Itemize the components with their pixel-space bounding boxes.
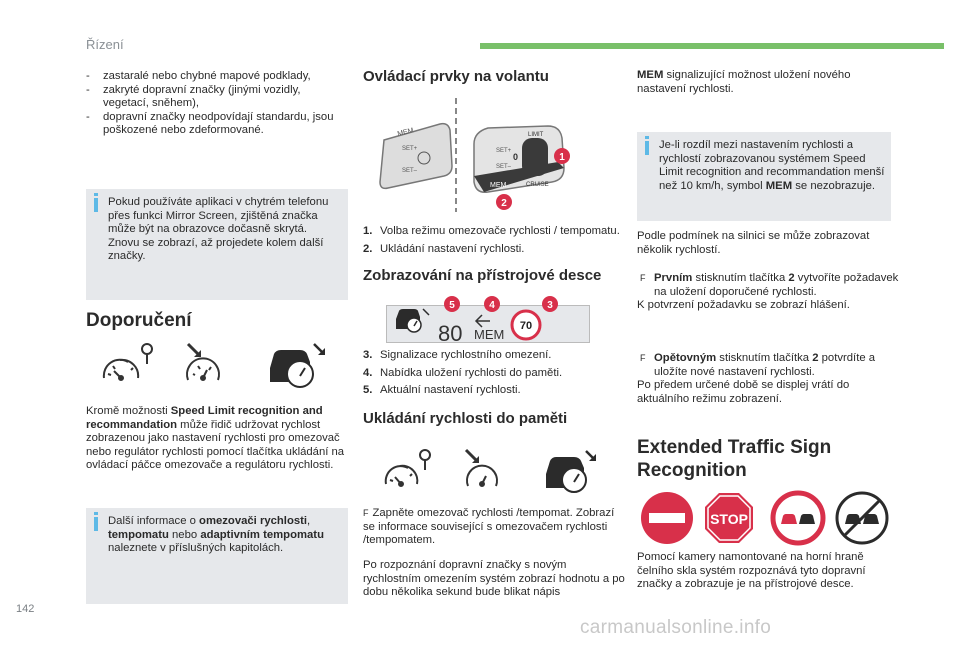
speedometer-arrow-icon (187, 344, 219, 380)
lever-cruise-label: CRUISE (526, 182, 549, 188)
car-speedometer-icon (396, 309, 429, 332)
section-accent-bar (480, 43, 944, 49)
lever-mem-label: MEM (396, 127, 415, 138)
list-item: - zastaralé nebo chybné mapové podklady, (86, 70, 348, 84)
conditions-paragraph: Podle podmínek na silnici se může zobrazovat několik rychlostí. (637, 230, 870, 256)
svg-text:70: 70 (519, 320, 533, 332)
controls-list (363, 225, 623, 260)
first-press-paragraph: F Prvním stisknutím tlačítka 2 vytvoříte požadavek na uložení doporučené rychlosti. K potvrzení požadavku se zobrazí hlášení. (637, 272, 899, 312)
lever-limit-label: LIMIT (528, 132, 544, 138)
list-item: 3. Signalizace rychlostního omezení. (363, 349, 552, 361)
arrow-bullet-icon: F (640, 273, 646, 283)
svg-text:2: 2 (501, 198, 507, 209)
instrument-display-content (386, 295, 590, 345)
stop-sign-icon (705, 493, 753, 543)
speedometer-bulb-icon (104, 344, 152, 380)
list-item: - dopravní značky neodpovídají standardu, jsou poškozené nebo zdeformované. (86, 111, 348, 138)
svg-text:3: 3 (547, 300, 553, 311)
list-item: - zakryté dopravní značky (jinými vozidly, vegetací, sněhem), (86, 84, 348, 111)
limitations-list (86, 70, 348, 138)
lever-zero-label: 0 (513, 152, 519, 162)
car-speedometer-icon (270, 344, 325, 387)
mem-indicator: MEM (474, 327, 505, 342)
memory-icons (382, 446, 600, 498)
lever-mem-label-2: MEM (490, 182, 507, 189)
speedometer-arrow-icon (466, 450, 497, 486)
list-item: 1. Volba režimu omezovače rychlosti / tempomatu. (363, 225, 620, 237)
heading-instrument-display: Zobrazování na přístrojové desce (363, 267, 602, 284)
info-text: Další informace o omezovači rychlosti, tempomatu nebo adaptivním tempomatu naleznete v příslušných kapitolách. (108, 515, 324, 555)
arrow-bullet-icon: F (640, 353, 646, 363)
svg-text:STOP: STOP (710, 511, 748, 527)
display-list (363, 349, 623, 402)
list-item: 4. Nabídka uložení rychlosti do paměti. (363, 366, 563, 379)
heading-extended-tsr: Extended Traffic Sign Recognition (637, 437, 832, 481)
lever-set-plus-label-2: SET+ (496, 148, 512, 154)
arrow-bullet-icon: F (363, 508, 369, 518)
second-press-paragraph: F Opětovným stisknutím tlačítka 2 potvrdíte a uložíte nové nastavení rychlosti. Po předem určené době se displej vrátí do aktuálního režimu zobrazení. (637, 352, 876, 405)
info-box-more-info (86, 508, 348, 604)
list-item: 5. Aktuální nastavení rychlosti. (363, 384, 521, 397)
traffic-signs-row (640, 490, 890, 546)
info-icon (94, 517, 98, 531)
recommendation-paragraph: Kromě možnosti Speed Limit recognition and recommandation může řidič udržovat rychlost zobrazenou jako nastavení rychlosti pro omezovač nebo regulátor rychlosti pomocí tlačítka ukládání na ovládací páčce omezovače a regulátoru rychlosti. (86, 405, 345, 472)
info-icon (94, 198, 98, 212)
info-text: Pokud používáte aplikaci v chytrém telefonu přes funkci Mirror Screen, zjištěná značka může být na obrazovce dočasně skrytá. Znovu se zobrazí, až projedete kolem další značky. (108, 196, 329, 263)
heading-recommendation: Doporučení (86, 310, 192, 331)
no-overtaking-sign-icon (773, 493, 823, 543)
heading-steering-controls: Ovládací prvky na volantu (363, 68, 549, 85)
memory-paragraph-1: F Zapněte omezovač rychlosti /tempomat. Zobrazí se informace související s omezovačem rychlosti /tempomatem. (363, 507, 615, 547)
mem-paragraph: MEM signalizující možnost uložení nového nastavení rychlosti. (637, 69, 851, 95)
no-entry-sign-icon (641, 492, 693, 544)
lever-set-minus-label-2: SET– (496, 164, 512, 170)
svg-text:5: 5 (449, 300, 455, 311)
current-speed-setting: 80 (438, 321, 463, 345)
heading-speed-memory: Ukládání rychlosti do paměti (363, 410, 568, 427)
page-number: 142 (16, 603, 35, 615)
car-speedometer-icon (546, 451, 596, 492)
info-box-difference (637, 132, 891, 221)
speedometer-bulb-icon (386, 450, 430, 486)
camera-paragraph: Pomocí kamery namontované na horní hraně čelního skla systém rozpoznává tyto dopravní značky a zobrazuje je na přístrojové desce. (637, 551, 866, 591)
end-no-overtaking-sign-icon (837, 493, 887, 543)
memory-paragraph-2: Po rozpoznání dopravní značky s novým rychlostním omezením systém zobrazí hodnotu a po dobu několika sekund bude blikat nápis (363, 559, 625, 599)
lever-set-plus-label: SET+ (402, 146, 418, 152)
info-icon (645, 141, 649, 155)
info-text: Je-li rozdíl mezi nastavením rychlosti a rychlostí zobrazovanou systémem Speed Limit recognition and recommandation menší než 10 km/h, symbol MEM se nezobrazuje. (659, 139, 885, 192)
watermark: carmanualsonline.info (580, 617, 772, 638)
recommendation-icons (100, 338, 330, 396)
steering-lever-illustration (378, 96, 578, 214)
section-title: Řízení (86, 37, 124, 52)
svg-text:4: 4 (489, 300, 495, 311)
svg-text:1: 1 (559, 152, 565, 163)
lever-set-minus-label: SET– (402, 168, 418, 174)
list-item: 2. Ukládání nastavení rychlosti. (363, 242, 525, 255)
info-box-mirror-screen (86, 189, 348, 300)
